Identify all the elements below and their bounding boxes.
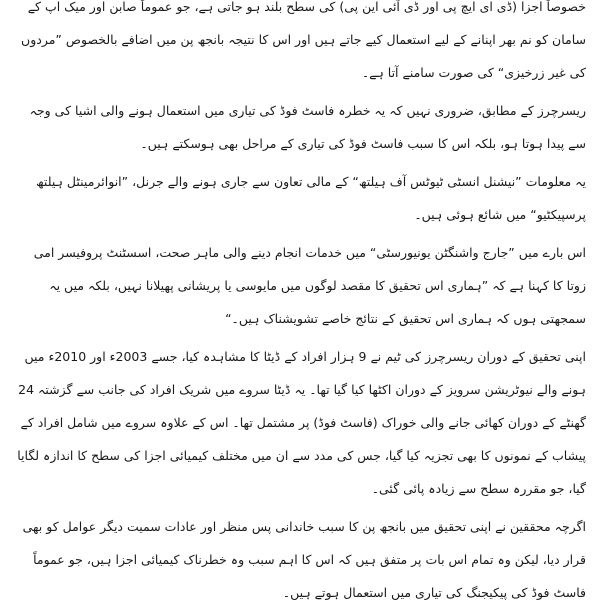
- article-body: [12, 0, 586, 600]
- article-paragraph: خصوصاً اجزا (ڈی ای ایچ پی اور ڈی آئی این پی) کی سطح بلند ہو جاتی ہے، جو عموماً صابن اور میک اپ کے سامان کو نم بھر اپنانے کے لیے استعمال کیے جاتے ہیں اور اس کا نتیجہ بانجھ پن میں اضافے بالخصوص ”مردوں کی غیر زرخیزی“ کی صورت سامنے آتا ہے۔: [21, 0, 586, 80]
- article-paragraph: یہ معلومات ”نیشنل انسٹی ٹیوٹس آف ہیلتھ“ کے مالی تعاون سے جاری ہونے والے جرنل، ”انوائرمینٹل ہیلتھ پرسپیکٹیو“ میں شائع ہوئی ہیں۔: [36, 174, 586, 222]
- article-paragraph: اپنی تحقیق کے دوران ریسرچرز کی ٹیم نے 9 ہزار افراد کے ڈیٹا کا مشاہدہ کیا، جسے 2003ء اور 2010ء میں ہونے والے نیوٹریشن سرویز کے دوران اکٹھا کیا گیا تھا۔ یہ ڈیٹا سروے میں شریک افراد کی جانب سے گزشتہ 24 گھنٹے کے دوران کھائی جانے والی خوراک (فاسٹ فوڈ) پر مشتمل تھا۔ اس کے علاوہ سروے میں شامل افراد کے پیشاب کے نمونوں کا بھی تجزیہ کیا گیا، جس کی مدد سے ان میں مختلف کیمیائی اجزا کی سطح کا اندازہ لگایا گیا، جو مقررہ سطح سے زیادہ پائی گئی۔: [17, 349, 586, 496]
- article-paragraph: اس بارے میں ”جارج واشنگٹن یونیورسٹی“ میں خدمات انجام دینے والی ماہر صحت، اسسٹنٹ پروفیسر امی زوتا کا کہنا ہے کہ ”ہماری اس تحقیق کا مقصد لوگوں میں مایوسی یا پریشانی پھیلانا نہیں، بلکہ میں یہ سمجھتی ہوں کہ ہماری اس تحقیق کے نتائج خاصے تشویشناک ہیں۔“: [33, 245, 586, 326]
- article-paragraph: ریسرچرز کے مطابق، ضروری نہیں کہ یہ خطرہ فاسٹ فوڈ کی تیاری میں استعمال ہونے والی اشیا کی وجہ سے پیدا ہوتا ہو، بلکہ اس کا سبب فاسٹ فوڈ کی تیاری کے مراحل بھی ہوسکتے ہیں۔: [29, 103, 586, 151]
- article-paragraph: اگرچہ محققین نے اپنی تحقیق میں بانجھ پن کا سبب خاندانی پس منظر اور عادات سمیت دیگر عوامل کو بھی قرار دیا، لیکن وہ تمام اس بات پر متفق ہیں کہ اس کا اہم سبب وہ خطرناک کیمیائی اجزا ہیں، جو عموماً فاسٹ فوڈ کی پیکیجنگ کی تیاری میں استعمال ہوتے ہیں۔: [22, 519, 586, 600]
